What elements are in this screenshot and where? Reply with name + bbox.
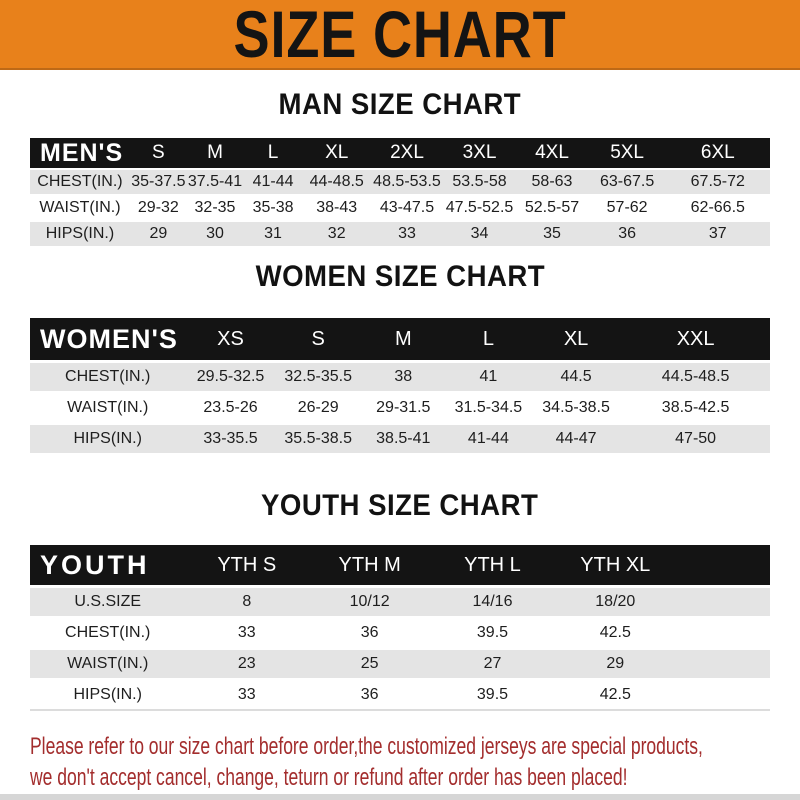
value-cell: 39.5 [431,678,554,709]
value-cell: 38-43 [303,194,370,220]
value-cell: 36 [308,616,431,647]
value-cell: 41-44 [446,422,531,453]
value-cell: 53.5-58 [444,168,516,194]
row-label-cell: U.S.SIZE [30,585,185,616]
size-header-cell: 6XL [666,138,770,168]
size-header-cell: YTH M [308,545,431,585]
man-heading-text: MAN SIZE CHART [278,88,522,121]
size-header-cell: S [130,138,187,168]
value-cell: 26-29 [276,391,361,422]
row-label-cell: CHEST(IN.) [30,360,185,391]
value-cell: 33 [185,678,308,709]
value-cell: 41 [446,360,531,391]
size-header-cell: 3XL [444,138,516,168]
value-cell: 67.5-72 [666,168,770,194]
youth-header-row [30,545,770,585]
value-cell: 42.5 [554,616,677,647]
size-header-cell: 5XL [589,138,666,168]
row-label-cell: WAIST(IN.) [30,194,130,220]
disclaimer [0,731,800,793]
banner [0,0,800,70]
value-cell: 29 [554,647,677,678]
value-cell: 43-47.5 [370,194,443,220]
women-header-row [30,318,770,360]
value-cell: 31.5-34.5 [446,391,531,422]
value-cell: 47-50 [621,422,770,453]
row-label-cell: WAIST(IN.) [30,647,185,678]
value-cell: 18/20 [554,585,677,616]
section-heading-women [0,260,800,294]
value-cell: 23 [185,647,308,678]
men-group-label: MEN'S [30,138,130,168]
size-header-cell: L [446,318,531,360]
women-hips-row [30,422,770,453]
spacer-cell [677,678,770,709]
men-chest-row [30,168,770,194]
row-label-cell: CHEST(IN.) [30,616,185,647]
value-cell: 58-63 [515,168,588,194]
youth-hips-row [30,678,770,709]
men-hips-row [30,220,770,246]
value-cell: 8 [185,585,308,616]
value-cell: 63-67.5 [589,168,666,194]
value-cell: 35-37.5 [130,168,187,194]
size-header-cell: L [243,138,303,168]
size-header-cell: YTH S [185,545,308,585]
women-group-label: WOMEN'S [30,318,185,360]
size-header-cell: XL [531,318,621,360]
disclaimer-line-2: we don't accept cancel, change, teturn or refund after order has been placed! [30,764,628,791]
value-cell: 62-66.5 [666,194,770,220]
value-cell: 37 [666,220,770,246]
youth-ussize-row [30,585,770,616]
value-cell: 52.5-57 [515,194,588,220]
men-header-row [30,138,770,168]
size-header-cell: XXL [621,318,770,360]
value-cell: 29-32 [130,194,187,220]
value-cell: 57-62 [589,194,666,220]
value-cell: 47.5-52.5 [444,194,516,220]
row-label-cell: CHEST(IN.) [30,168,130,194]
value-cell: 14/16 [431,585,554,616]
size-header-cell: M [361,318,446,360]
size-header-cell: S [276,318,361,360]
spacer-cell [677,647,770,678]
value-cell: 44.5-48.5 [621,360,770,391]
spacer-cell [677,545,770,585]
row-label-cell: HIPS(IN.) [30,220,130,246]
value-cell: 30 [187,220,243,246]
women-heading-text: WOMEN SIZE CHART [255,260,545,293]
size-header-cell: 4XL [515,138,588,168]
value-cell: 29.5-32.5 [185,360,275,391]
value-cell: 42.5 [554,678,677,709]
size-header-cell: YTH XL [554,545,677,585]
value-cell: 32.5-35.5 [276,360,361,391]
value-cell: 35.5-38.5 [276,422,361,453]
value-cell: 44-48.5 [303,168,370,194]
value-cell: 32-35 [187,194,243,220]
value-cell: 36 [308,678,431,709]
value-cell: 25 [308,647,431,678]
women-size-table [30,318,770,453]
value-cell: 33 [370,220,443,246]
value-cell: 29 [130,220,187,246]
value-cell: 35-38 [243,194,303,220]
value-cell: 32 [303,220,370,246]
value-cell: 44-47 [531,422,621,453]
value-cell: 38.5-41 [361,422,446,453]
men-waist-row [30,194,770,220]
value-cell: 33 [185,616,308,647]
value-cell: 44.5 [531,360,621,391]
size-header-cell: XS [185,318,275,360]
size-header-cell: YTH L [431,545,554,585]
men-size-table [30,138,770,246]
size-header-cell: XL [303,138,370,168]
row-label-cell: HIPS(IN.) [30,422,185,453]
spacer-cell [677,585,770,616]
value-cell: 38.5-42.5 [621,391,770,422]
value-cell: 48.5-53.5 [370,168,443,194]
value-cell: 37.5-41 [187,168,243,194]
value-cell: 41-44 [243,168,303,194]
size-header-cell: M [187,138,243,168]
disclaimer-line-1: Please refer to our size chart before order,the customized jerseys are special products, [30,733,703,760]
youth-waist-row [30,647,770,678]
value-cell: 23.5-26 [185,391,275,422]
spacer-cell [677,616,770,647]
youth-group-label: YOUTH [30,545,185,585]
value-cell: 36 [589,220,666,246]
value-cell: 27 [431,647,554,678]
value-cell: 33-35.5 [185,422,275,453]
women-chest-row [30,360,770,391]
value-cell: 10/12 [308,585,431,616]
value-cell: 34.5-38.5 [531,391,621,422]
value-cell: 39.5 [431,616,554,647]
banner-title: SIZE CHART [233,0,567,70]
section-heading-man [0,88,800,122]
youth-chest-row [30,616,770,647]
row-label-cell: HIPS(IN.) [30,678,185,709]
size-header-cell: 2XL [370,138,443,168]
value-cell: 34 [444,220,516,246]
section-heading-youth [0,489,800,523]
value-cell: 29-31.5 [361,391,446,422]
value-cell: 35 [515,220,588,246]
value-cell: 38 [361,360,446,391]
youth-size-table [30,545,770,711]
value-cell: 31 [243,220,303,246]
row-label-cell: WAIST(IN.) [30,391,185,422]
women-waist-row [30,391,770,422]
youth-heading-text: YOUTH SIZE CHART [261,489,539,522]
bottom-edge-strip [0,794,800,800]
